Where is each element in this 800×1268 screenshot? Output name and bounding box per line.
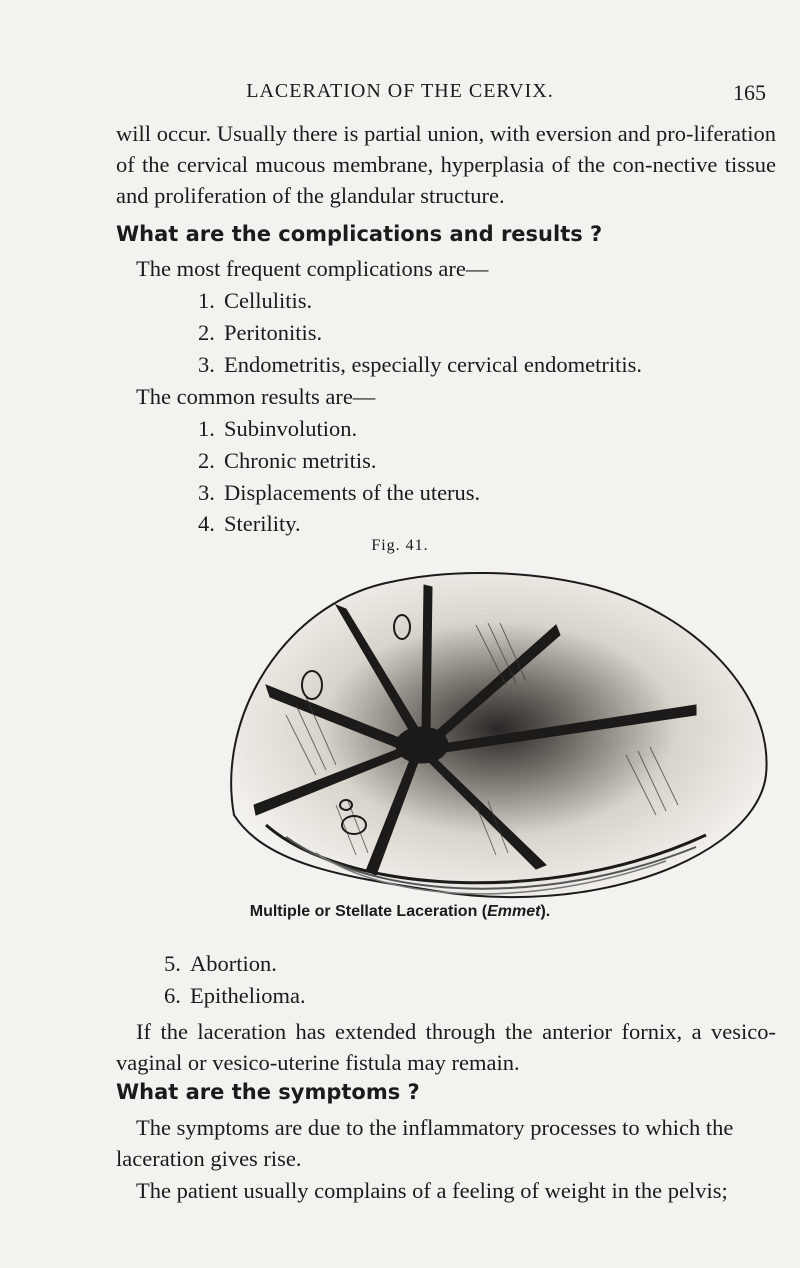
stellate-laceration-illustration (226, 565, 800, 905)
item-text: Abortion. (190, 951, 277, 976)
item-number: 1. (198, 288, 215, 313)
result-item (164, 983, 306, 1009)
result-item (164, 951, 277, 977)
item-text: Subinvolution. (224, 416, 358, 441)
item-text: Endometritis, especially cervical endometritis. (224, 352, 642, 377)
item-number: 6. (164, 983, 181, 1008)
item-number: 4. (198, 511, 215, 536)
item-number: 3. (198, 480, 215, 505)
fistula-paragraph: If the laceration has extended through the anterior fornix, a vesico-vaginal or vesico-uterine fistula may remain. (116, 1019, 776, 1075)
results-intro: The common results are— (136, 384, 376, 409)
symptoms-paragraph-2: The patient usually complains of a feeling of weight in the pelvis; (136, 1178, 728, 1203)
complications-intro: The most frequent complications are— (136, 256, 489, 281)
caption-end: ). (540, 903, 551, 920)
heading-symptoms: What are the symptoms ? (116, 1080, 420, 1104)
item-text: Cellulitis. (224, 288, 313, 313)
result-item (198, 416, 357, 442)
item-number: 2. (198, 320, 215, 345)
complication-item (198, 288, 312, 314)
continued-paragraph: will occur. Usually there is partial union, with eversion and pro-liferation of the cervical mucous membrane, hyperplasia of the con-nective tissue and proliferation of the glandular structure. (116, 121, 776, 208)
item-text: Epithelioma. (190, 983, 306, 1008)
complication-item (198, 352, 642, 378)
item-number: 5. (164, 951, 181, 976)
running-head (0, 80, 800, 110)
figure-label: Fig. 41. (371, 537, 429, 554)
running-title: LACERATION OF THE CERVIX. (246, 80, 554, 102)
item-number: 1. (198, 416, 215, 441)
result-item (198, 448, 376, 474)
item-text: Sterility. (224, 511, 301, 536)
page-number: 165 (733, 80, 766, 105)
heading-complications: What are the complications and results ? (116, 222, 603, 246)
item-number: 2. (198, 448, 215, 473)
symptoms-paragraph: The symptoms are due to the inflammatory processes to which the laceration gives rise. (116, 1115, 734, 1171)
complication-item (198, 320, 322, 346)
item-number: 3. (198, 352, 215, 377)
figure-caption (0, 903, 800, 921)
result-item (198, 511, 301, 537)
result-item (198, 480, 480, 506)
item-text: Chronic metritis. (224, 448, 377, 473)
item-text: Peritonitis. (224, 320, 323, 345)
item-text: Displacements of the uterus. (224, 480, 481, 505)
caption-author: Emmet (487, 903, 541, 920)
caption-text: Multiple or Stellate Laceration ( (249, 903, 488, 920)
